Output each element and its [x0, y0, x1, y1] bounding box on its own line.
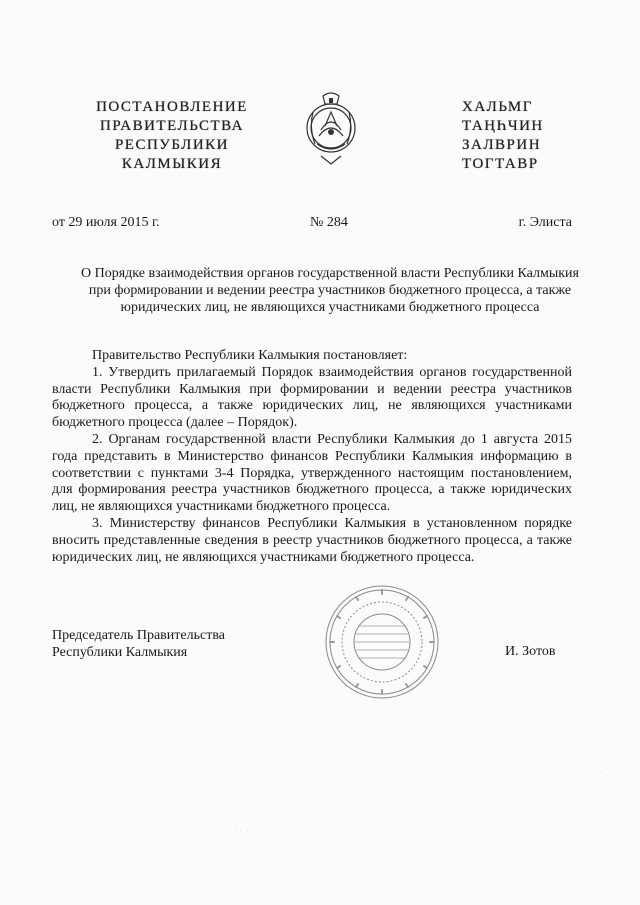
body-paragraph: 2. Органам государственной власти Республики Калмыкия до 1 августа 2015 года представить в Министерство финансов Республики Калмыкия информацию в соответствии с пунктами 3-4 Порядка, утвержденного настоящим постановлением, для формирования реестра участников бюджетного процесса, а также юридических лиц, не являющихся участниками бюджетного процесса. — [52, 431, 572, 515]
header-right-line: ЗАЛВРИН — [462, 137, 542, 153]
header-left-line: ПОСТАНОВЛЕНИЕ — [96, 99, 248, 115]
signature-name: И. Зотов — [505, 644, 556, 659]
body-paragraph: 3. Министерству финансов Республики Калмыкия в установленном порядке вносить представленные сведения в реестр участников бюджетного процесса, а также юридических лиц, не являющихся участниками бюджетного процесса. — [52, 515, 572, 565]
header-right-line: ТАҢҺЧИН — [462, 118, 544, 134]
document-body — [52, 348, 572, 566]
document-number: № 284 — [310, 215, 348, 230]
document-title: О Порядке взаимодействия органов государственной власти Республики Калмыкия при формировании и ведении реестра участников бюджетного процесса, а также юридических лиц, не являющихся участниками бюджетного процесса — [81, 266, 579, 315]
coat-of-arms-kalmykia-icon — [299, 90, 363, 168]
header-left-line: КАЛМЫКИЯ — [121, 156, 223, 172]
document-date: от 29 июля 2015 г. — [52, 215, 160, 230]
official-stamp-icon — [322, 582, 442, 702]
scan-noise-dots: · — [600, 770, 604, 776]
scan-noise-dots: · ·· · — [228, 828, 251, 834]
header-right-title — [462, 98, 572, 174]
header-right-line: ХАЛЬМГ — [462, 99, 533, 115]
scan-noise-dots: · · · — [562, 822, 581, 828]
header-right-line: ТОГТАВР — [462, 156, 539, 172]
header-left-title — [92, 98, 252, 174]
body-paragraph: 1. Утвердить прилагаемый Порядок взаимодействия органов государственной власти Республики Калмыкия при формировании и ведении реестра участников бюджетного процесса, а также юридических лиц, не являющихся участниками бюджетного процесса (далее – Порядок). — [52, 364, 572, 431]
header-left-line: РЕСПУБЛИКИ — [114, 137, 230, 153]
document-city: г. Элиста — [518, 215, 572, 230]
signature-position-line: Председатель Правительства — [52, 628, 225, 643]
signature-position — [52, 627, 292, 661]
header-left-line: ПРАВИТЕЛЬСТВА — [99, 118, 245, 134]
body-intro: Правительство Республики Калмыкия постановляет: — [92, 348, 408, 363]
document-meta — [52, 215, 572, 233]
signature-position-line: Республики Калмыкия — [52, 645, 188, 660]
